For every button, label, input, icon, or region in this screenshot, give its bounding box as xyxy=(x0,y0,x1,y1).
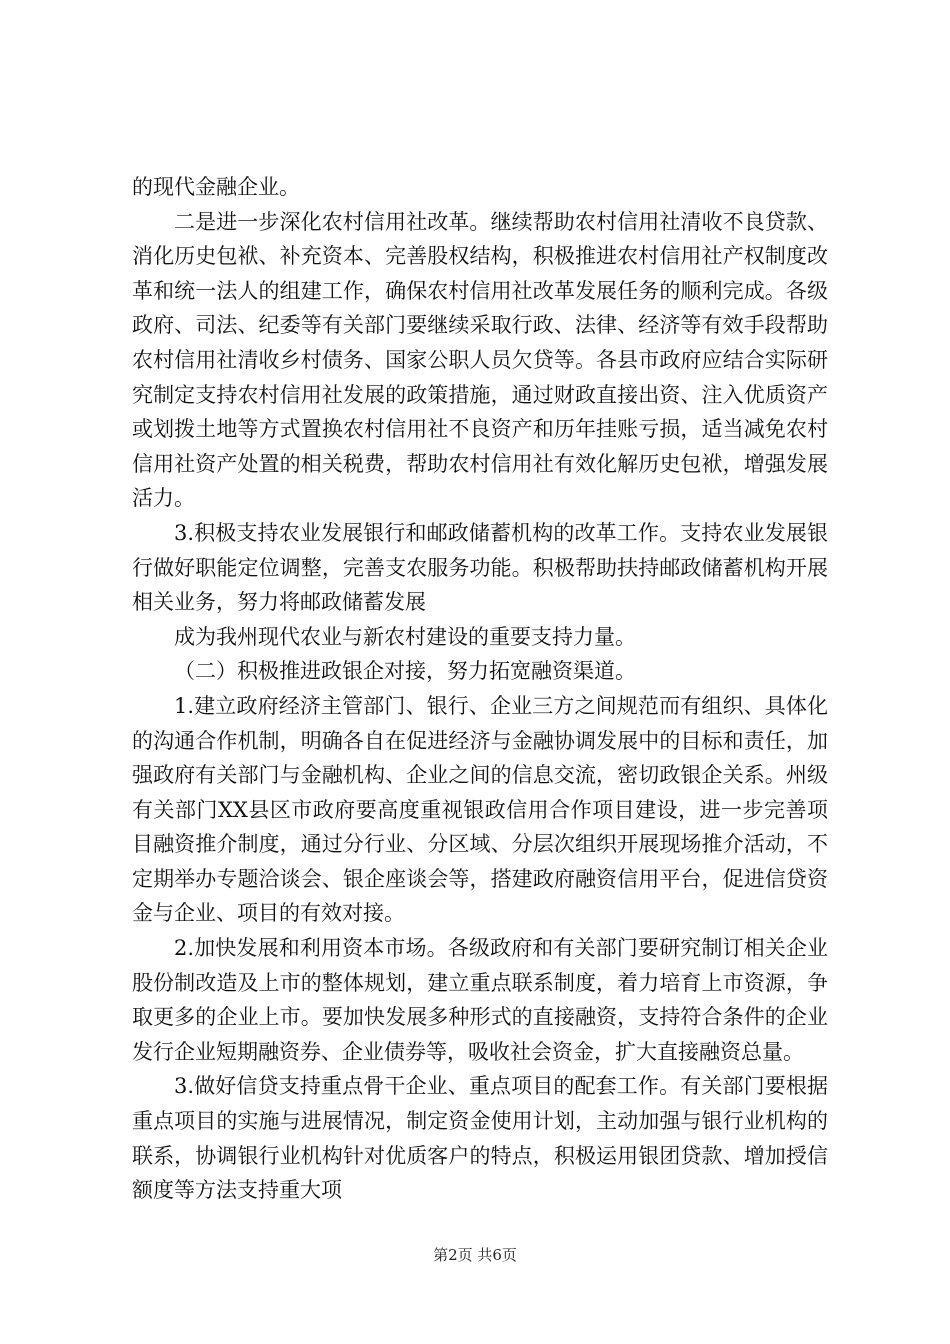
paragraph-7: 3.做好信贷支持重点骨干企业、重点项目的配套工作。有关部门要根据重点项目的实施与进展情况，制定资金使用计划，主动加强与银行业机构的联系，协调银行业机构针对优质客户的特点，积极运用银团贷款、增加授信额度等方法支持重大项 xyxy=(132,1074,828,1203)
paragraph-2: 二是进一步深化农村信用社改革。继续帮助农村信用社清收不良贷款、消化历史包袱、补充资本、完善股权结构，积极推进农村信用社产权制度改革和统一法人的组建工作，确保农村信用社改革发展任务的顺利完成。各级政府、司法、纪委等有关部门要继续采取行政、法律、经济等有效手段帮助农村信用社清收乡村债务、国家公职人员欠贷等。各县市政府应结合实际研究制定支持农村信用社发展的政策措施，通过财政直接出资、注入优质资产或划拨土地等方式置换农村信用社不良资产和历年挂账亏损，适当减免农村信用社资产处置的相关税费，帮助农村信用社有效化解历史包袱，增强发展活力。 xyxy=(132,209,828,511)
section-heading-2: （二）积极推进政银企对接，努力拓宽融资渠道。 xyxy=(174,659,636,684)
paragraph-5: 1.建立政府经济主管部门、银行、企业三方之间规范而有组织、具体化的沟通合作机制，明确各自在促进经济与金融协调发展中的目标和责任，加强政府有关部门与金融机构、企业之间的信息交流，密切政银企关系。州级有关部门XX县区市政府要高度重视银政信用合作项目建设，进一步完善项目融资推介制度，通过分行业、分区域、分层次组织开展现场推介活动，不定期举办专题洽谈会、银企座谈会等，搭建政府融资信用平台，促进信贷资金与企业、项目的有效对接。 xyxy=(132,693,828,926)
document-body xyxy=(132,170,828,1208)
paragraph-1: 的现代金融企业。 xyxy=(132,175,300,199)
paragraph-3: 3.积极支持农业发展银行和邮政储蓄机构的改革工作。支持农业发展银行做好职能定位调整，完善支农服务功能。积极帮助扶持邮政储蓄机构开展相关业务，努力将邮政储蓄发展 xyxy=(132,520,828,615)
paragraph-6: 2.加快发展和利用资本市场。各级政府和有关部门要研究制订相关企业股份制改造及上市的整体规划，建立重点联系制度，着力培育上市资源，争取更多的企业上市。要加快发展多种形式的直接融资，支持符合条件的企业发行企业短期融资券、企业债券等，吸收社会资金，扩大直接融资总量。 xyxy=(132,936,828,1064)
page-number: 第2页 共6页 xyxy=(433,1246,517,1264)
page-footer xyxy=(0,1244,950,1265)
paragraph-4: 成为我州现代农业与新农村建设的重要支持力量。 xyxy=(174,624,636,649)
